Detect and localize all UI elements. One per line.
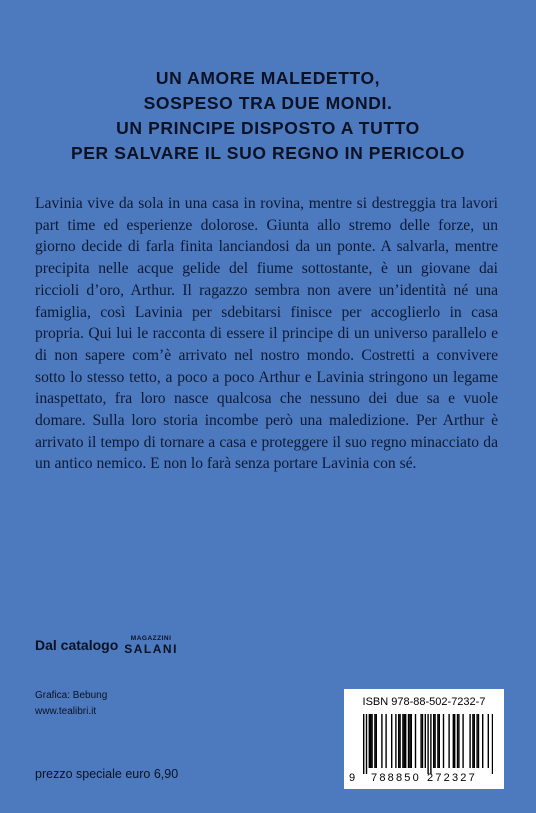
barcode-left-digits: 788850 xyxy=(371,772,421,784)
price-text: prezzo speciale euro 6,90 xyxy=(35,767,179,781)
barcode-bar xyxy=(371,714,372,768)
tagline-line: UN PRINCIPE DISPOSTO A TUTTO xyxy=(116,118,420,138)
catalog-label: Dal catalogo xyxy=(35,637,119,654)
publisher-logo xyxy=(124,636,178,655)
barcode-bar xyxy=(474,714,475,768)
barcode-bar xyxy=(370,714,371,768)
tagline xyxy=(0,66,536,166)
graphic-credit: Grafica: Bebung xyxy=(35,690,108,701)
barcode-bar xyxy=(376,714,377,768)
isbn-text: ISBN 978-88-502-7232-7 xyxy=(362,696,486,708)
tagline-line: UN AMORE MALEDETTO, xyxy=(155,68,381,88)
barcode-bar xyxy=(381,714,382,768)
barcode-bar xyxy=(430,714,431,774)
barcode-bar xyxy=(420,714,421,768)
barcode-bar xyxy=(411,714,412,768)
barcode-bar xyxy=(488,714,489,768)
barcode-bar xyxy=(454,714,455,768)
barcode-bar xyxy=(363,714,364,774)
barcode-bar xyxy=(478,714,479,768)
barcode-bar xyxy=(385,714,386,768)
barcode-bar xyxy=(404,714,405,768)
barcode-bar xyxy=(425,714,426,768)
barcode-bar xyxy=(415,714,416,768)
website-link[interactable]: www.tealibri.it xyxy=(35,706,97,717)
barcode-bar xyxy=(395,714,396,768)
barcode-bar xyxy=(462,714,463,768)
barcode-bar xyxy=(472,714,473,768)
barcode-bar xyxy=(453,714,454,768)
barcode-bar xyxy=(434,714,435,768)
barcode-bar xyxy=(405,714,406,768)
barcode-bar xyxy=(366,714,367,774)
barcode-bar xyxy=(408,714,409,768)
barcode-bar xyxy=(469,714,470,768)
barcode-bar xyxy=(458,714,459,768)
barcode-bar xyxy=(443,714,444,768)
barcode-bar xyxy=(457,714,458,768)
barcode-box xyxy=(344,689,504,789)
barcode-bar xyxy=(402,714,403,768)
barcode-bar xyxy=(369,714,370,768)
barcode-bar xyxy=(398,714,399,768)
barcode-bar xyxy=(422,714,423,768)
barcode-bar xyxy=(482,714,483,768)
barcode-bar xyxy=(399,714,400,768)
barcode-bar xyxy=(433,714,434,768)
tagline-line: PER SALVARE IL SUO REGNO IN PERICOLO xyxy=(70,143,465,163)
barcode-lead-digit: 9 xyxy=(349,772,356,784)
barcode-right-digits: 272327 xyxy=(427,772,477,784)
blurb-text: Lavinia vive da sola in una casa in rovina, mentre si destreggia tra lavori part time ed esperienze dolorose. Giunta allo stremo delle forze, un giorno decide di farla finita lanciandosi da un ponte. A salvarla, mentre precipita nelle acque gelide del fiume sottostante, è un giovane dai riccioli d’oro, Arthur. Il ragazzo sembra non avere un’identità né una famiglia, così Lavinia per sdebitarsi finisce per accoglierlo in casa propria. Qui lui le racconta di essere il principe di un universo parallelo e di non sapere com’è arrivato nel nostro mondo. Costretti a convivere sotto lo stesso tetto, a poco a poco Arthur e Lavinia stringono un legame inaspettato, fra loro nasce qualcosa che nessuno dei due sa e vuole domare. Sulla loro storia incombe però una maledizione. Per Arthur è arrivato il tempo di tornare a casa e proteggere il suo regno minacciato da un antico nemico. E non lo farà senza portare Lavinia con sé. xyxy=(35,195,498,473)
barcode-bar xyxy=(448,714,449,768)
credits xyxy=(35,688,107,720)
barcode-bar xyxy=(374,714,375,768)
barcode-bar xyxy=(391,714,392,768)
tagline-line: SOSPESO TRA DUE MONDI. xyxy=(143,93,393,113)
barcode-bar xyxy=(409,714,410,768)
barcode-bar xyxy=(427,714,428,774)
logo-bottom-text: SALANI xyxy=(124,641,178,656)
logo-top-text: MAGAZZINI xyxy=(130,635,172,642)
barcode-bar xyxy=(439,714,440,768)
barcode-bar xyxy=(492,714,493,774)
catalog-line xyxy=(35,636,178,655)
barcode-bar xyxy=(476,714,477,768)
barcode-bars xyxy=(359,714,493,774)
barcode-bar xyxy=(437,714,438,768)
